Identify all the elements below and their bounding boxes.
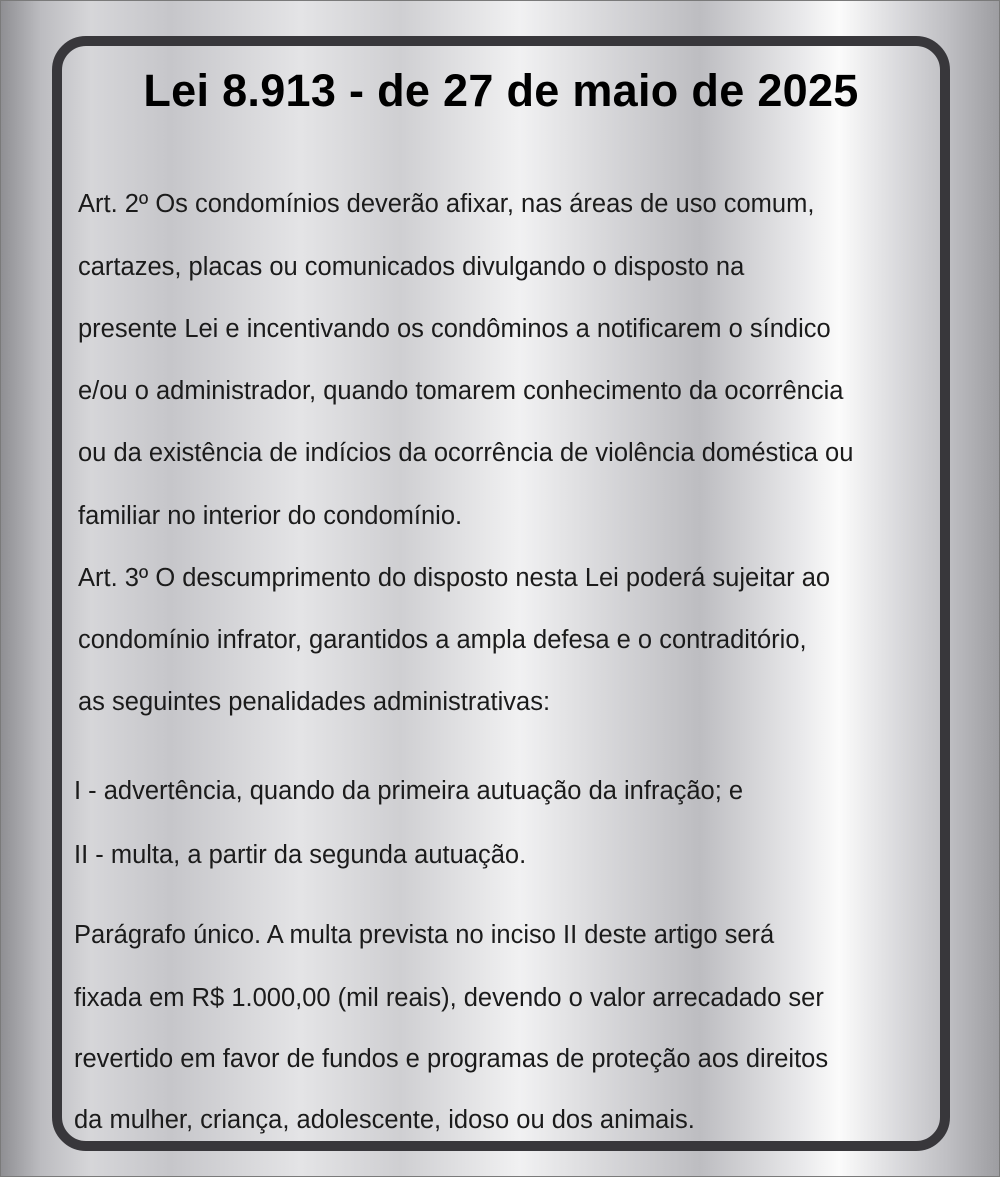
article-2-line: presente Lei e incentivando os condôminos a notificarem o síndico — [78, 315, 831, 343]
article-3-line: as seguintes penalidades administrativas: — [78, 688, 551, 716]
paragrafo-unico-line: Parágrafo único. A multa prevista no inciso II deste artigo será — [74, 921, 775, 949]
article-2-line: cartazes, placas ou comunicados divulgando o disposto na — [78, 253, 745, 281]
law-title: Lei 8.913 - de 27 de maio de 2025 — [143, 65, 859, 116]
article-2-line: e/ou o administrador, quando tomarem conhecimento da ocorrência — [78, 377, 844, 405]
article-3-line: Art. 3º O descumprimento do disposto nesta Lei poderá sujeitar ao — [78, 564, 831, 592]
paragrafo-unico-line: fixada em R$ 1.000,00 (mil reais), devendo o valor arrecadado ser — [74, 984, 824, 1012]
article-3-line: condomínio infrator, garantidos a ampla defesa e o contraditório, — [78, 626, 807, 654]
article-2-line: ou da existência de indícios da ocorrência de violência doméstica ou — [78, 439, 854, 467]
inciso-ii: II - multa, a partir da segunda autuação. — [74, 841, 527, 869]
article-2-line: Art. 2º Os condomínios deverão afixar, nas áreas de uso comum, — [78, 190, 815, 218]
paragrafo-unico-line: revertido em favor de fundos e programas de proteção aos direitos — [74, 1045, 829, 1073]
inciso-i: I - advertência, quando da primeira autuação da infração; e — [74, 777, 744, 805]
article-2-line: familiar no interior do condomínio. — [78, 502, 463, 530]
paragrafo-unico-line: da mulher, criança, adolescente, idoso ou dos animais. — [74, 1106, 695, 1134]
